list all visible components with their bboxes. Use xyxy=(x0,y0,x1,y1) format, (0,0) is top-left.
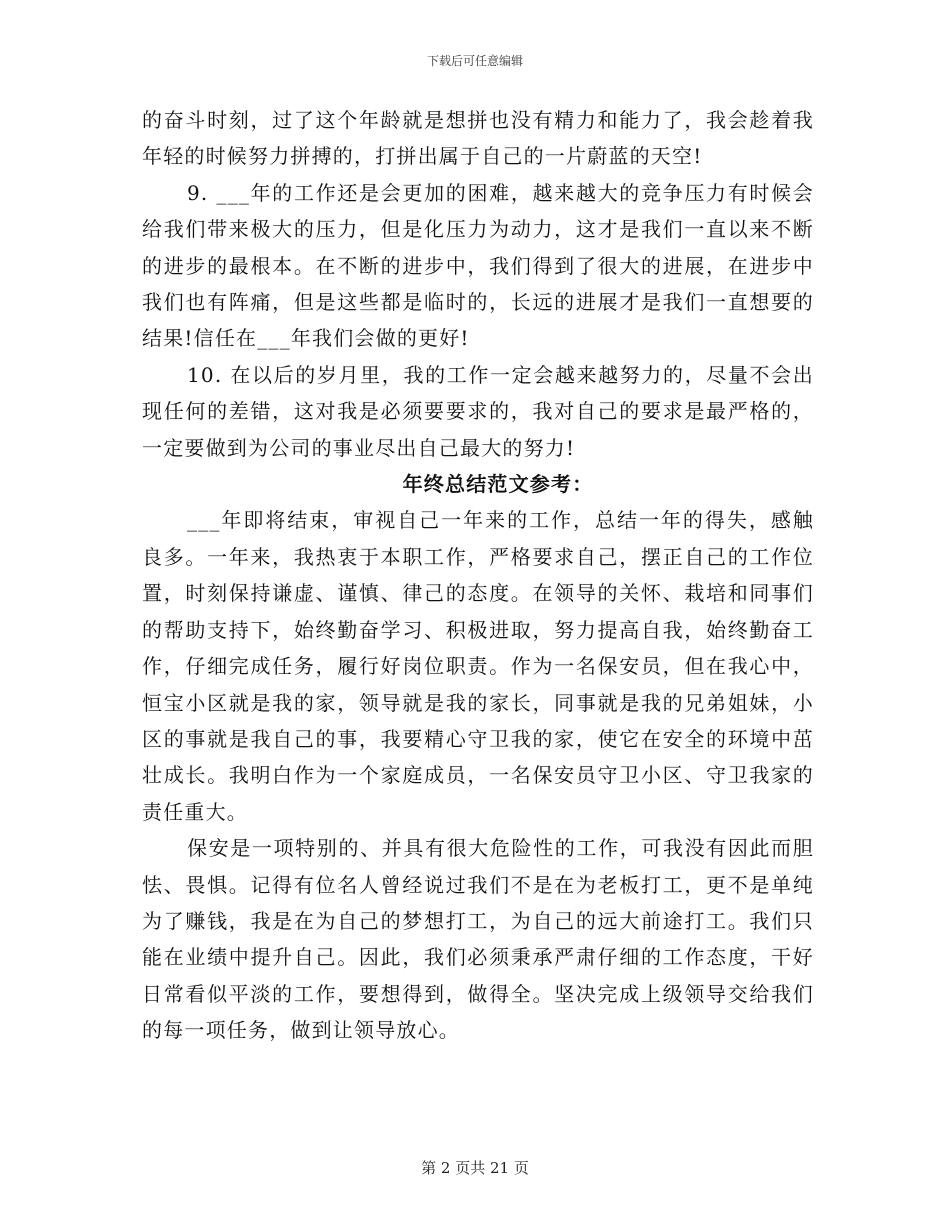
section-paragraph-2: 保安是一项特别的、并具有很大危险性的工作，可我没有因此而胆怯、畏惧。记得有位名人曾经说过我们不是在为老板打工，更不是单纯为了赚钱，我是在为自己的梦想打工，为自己的远大前途打工。我们只能在业绩中提升自己。因此，我们必须秉承严肃仔细的工作态度，干好日常看似平淡的工作，要想得到，做得全。坚决完成上级领导交给我们的每一项任务，做到让领导放心。 xyxy=(142,836,814,1043)
section-paragraph-1: ___年即将结束，审视自己一年来的工作，总结一年的得失，感触良多。一年来，我热衷于本职工作，严格要求自己，摆正自己的工作位置，时刻保持谦虚、谨慎、律己的态度。在领导的关怀、栽培和同事们的帮助支持下，始终勤奋学习、积极进取，努力提高自我，始终勤奋工作，仔细完成任务，履行好岗位职责。作为一名保安员，但在我心中，恒宝小区就是我的家，领导就是我的家长，同事就是我的兄弟姐妹，小区的事就是我自己的事，我要精心守卫我的家，使它在安全的环境中茁壮成长。我明白作为一个家庭成员，一名保安员守卫小区、守卫我家的责任重大。 xyxy=(142,508,814,824)
page-number: 第 2 页共 21 页 xyxy=(421,1159,529,1177)
paragraph-continuation: 的奋斗时刻，过了这个年龄就是想拼也没有精力和能力了，我会趁着我年轻的时候努力拼搏的，打拼出属于自己的一片蔚蓝的天空! xyxy=(142,108,814,169)
page-header: 下载后可任意编辑 xyxy=(426,54,523,68)
document-body xyxy=(142,102,814,1049)
section-title: 年终总结范文参考： xyxy=(402,472,594,497)
paragraph-item-10: 10. 在以后的岁月里，我的工作一定会越来越努力的，尽量不会出现任何的差错，这对我是必须要要求的，我对自己的要求是最严格的，一定要做到为公司的事业尽出自己最大的努力! xyxy=(142,362,814,460)
paragraph-item-9: 9. ___年的工作还是会更加的困难，越来越大的竞争压力有时候会给我们带来极大的压力，但是化压力为动力，这才是我们一直以来不断的进步的最根本。在不断的进步中，我们得到了很大的进展，在进步中我们也有阵痛，但是这些都是临时的，长远的进展才是我们一直想要的结果!信任在___年我们会做的更好! xyxy=(142,180,814,351)
